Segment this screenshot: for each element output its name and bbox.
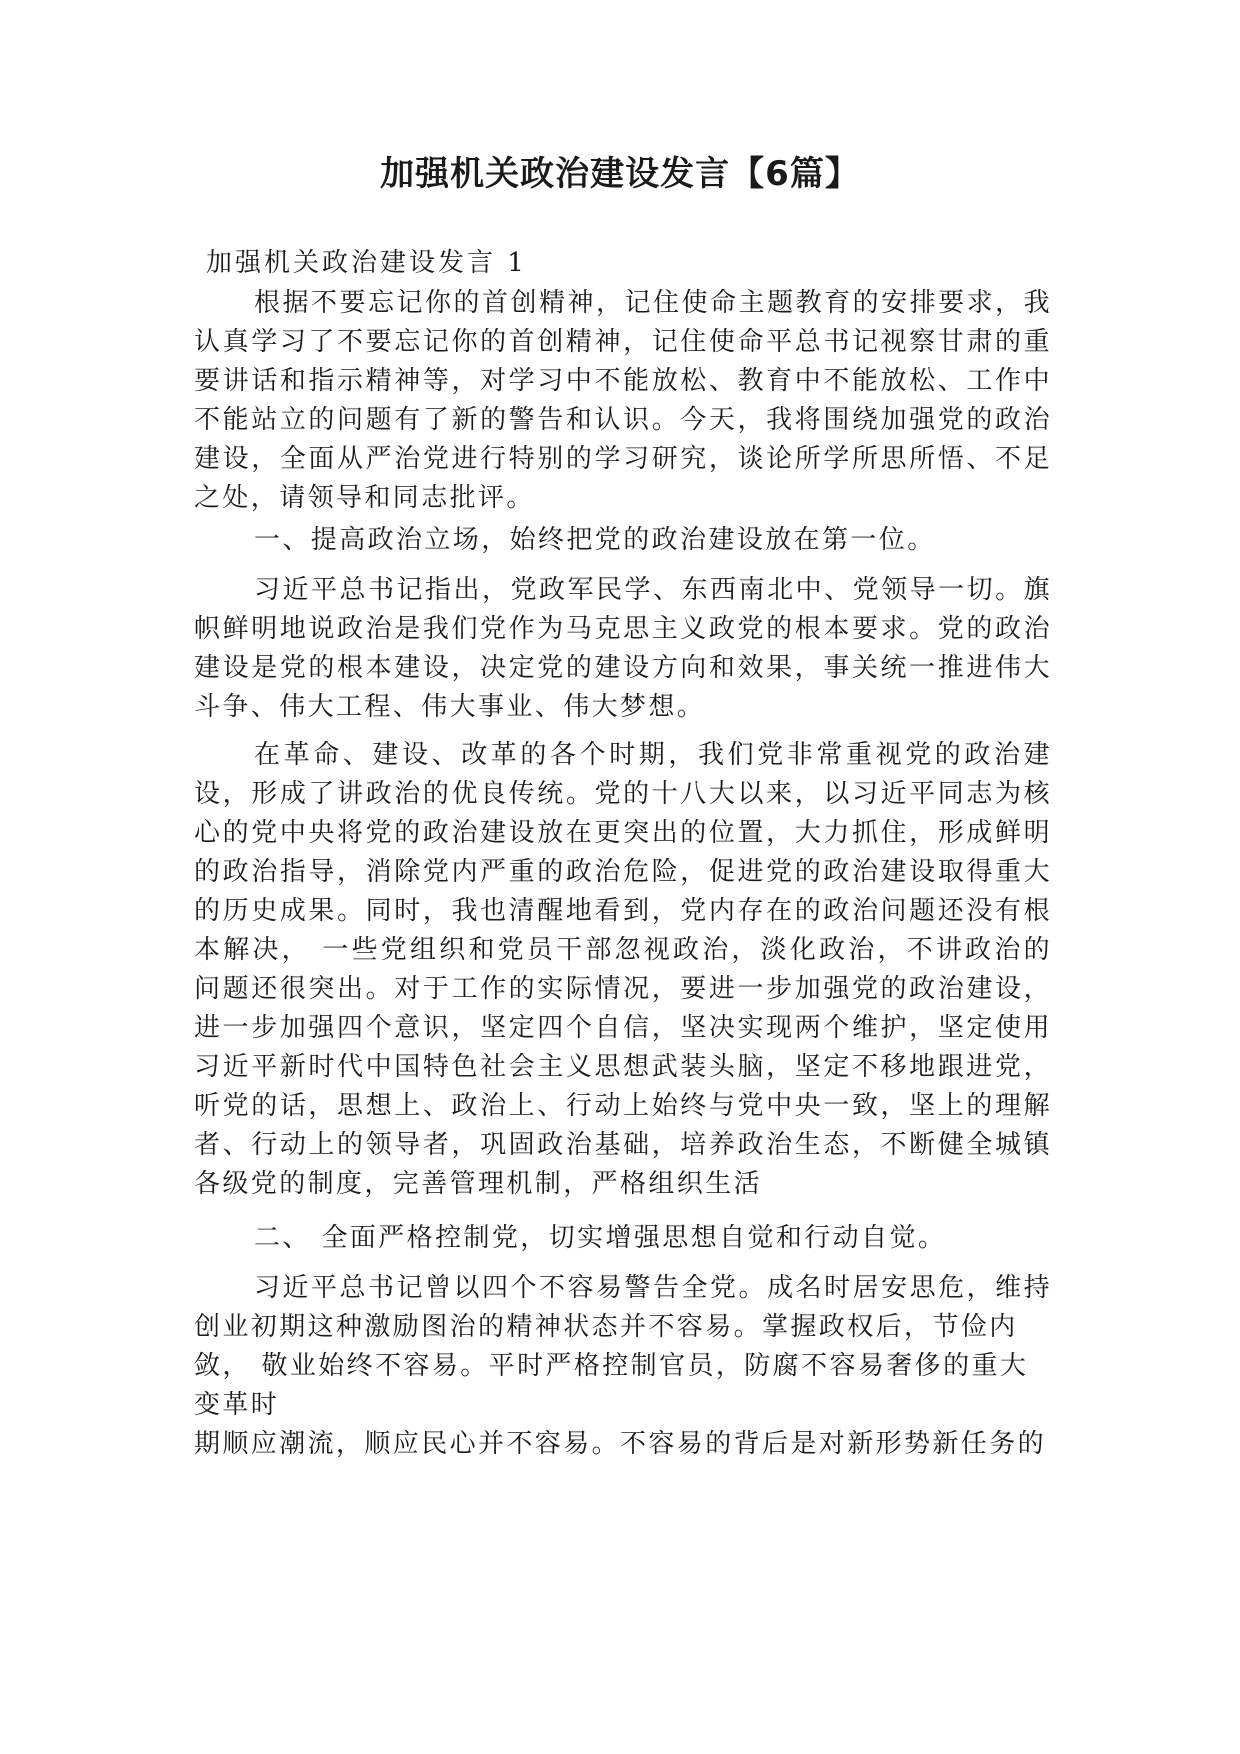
text-line: 变革时 <box>194 1390 280 1420</box>
heading-two: 二、 全面严格控制党，切实增强思想自觉和行动自觉。 <box>254 1223 947 1253</box>
paragraph-intro: 根据不要忘记你的首创精神，记住使命主题教育的安排要求，我认真学习了不要忘记你的首创精神，记住使命平总书记视察甘肃的重要讲话和指示精神等，对学习中不能放松、教育中不能放松、工作中不能站立的问题有了新的警告和认识。今天，我将围绕加强党的政治建设，全面从严治党进行特别的学习研究，谈论所学所思所悟、不足之处，请领导和同志批评。 <box>194 288 1052 513</box>
text-line: 敛， 敬业始终不容易。平时严格控制官员，防腐不容易奢侈的重大 <box>194 1351 1029 1381</box>
document-title: 加强机关政治建设发言【6篇】 <box>380 154 860 194</box>
section-title: 加强机关政治建设发言 1 <box>206 248 527 278</box>
paragraph-political-leadership: 习近平总书记指出，党政军民学、东西南北中、党领导一切。旗帜鲜明地说政治是我们党作为马克思主义政党的根本要求。党的政治建设是党的根本建设，决定党的建设方向和效果，事关统一推进伟大斗争、伟大工程、伟大事业、伟大梦想。 <box>194 575 1052 722</box>
paragraph-continuation <box>194 1347 1052 1464</box>
paragraph-history: 在革命、建设、改革的各个时期，我们党非常重视党的政治建设，形成了讲政治的优良传统。党的十八大以来，以习近平同志为核心的党中央将党的政治建设放在更突出的位置，大力抓住，形成鲜明的政治指导，消除党内严重的政治危险，促进党的政治建设取得重大的历史成果。同时，我也清醒地看到，党内存在的政治问题还没有根本解决， 一些党组织和党员干部忽视政治，淡化政治，不讲政治的问题还很突出。对于工作的实际情况，要进一步加强党的政治建设，进一步加强四个意识，坚定四个自信，坚决实现两个维护，坚定使用习近平新时代中国特色社会主义思想武装头脑，坚定不移地跟进党，听党的话，思想上、政治上、行动上始终与党中央一致，坚上的理解者、行动上的领导者，巩固政治基础，培养政治生态，不断健全城镇各级党的制度，完善管理机制，严格组织生活 <box>194 740 1052 1199</box>
text-line: 期顺应潮流，顺应民心并不容易。不容易的背后是对新形势新任务的 <box>194 1429 1047 1459</box>
document-body <box>194 284 1052 1464</box>
paragraph-four-difficulties: 习近平总书记曾以四个不容易警告全党。成名时居安思危，维持创业初期这种激励图治的精神状态并不容易。掌握政权后，节俭内 <box>194 1273 1052 1342</box>
heading-one: 一、提高政治立场，始终把党的政治建设放在第一位。 <box>254 525 936 555</box>
